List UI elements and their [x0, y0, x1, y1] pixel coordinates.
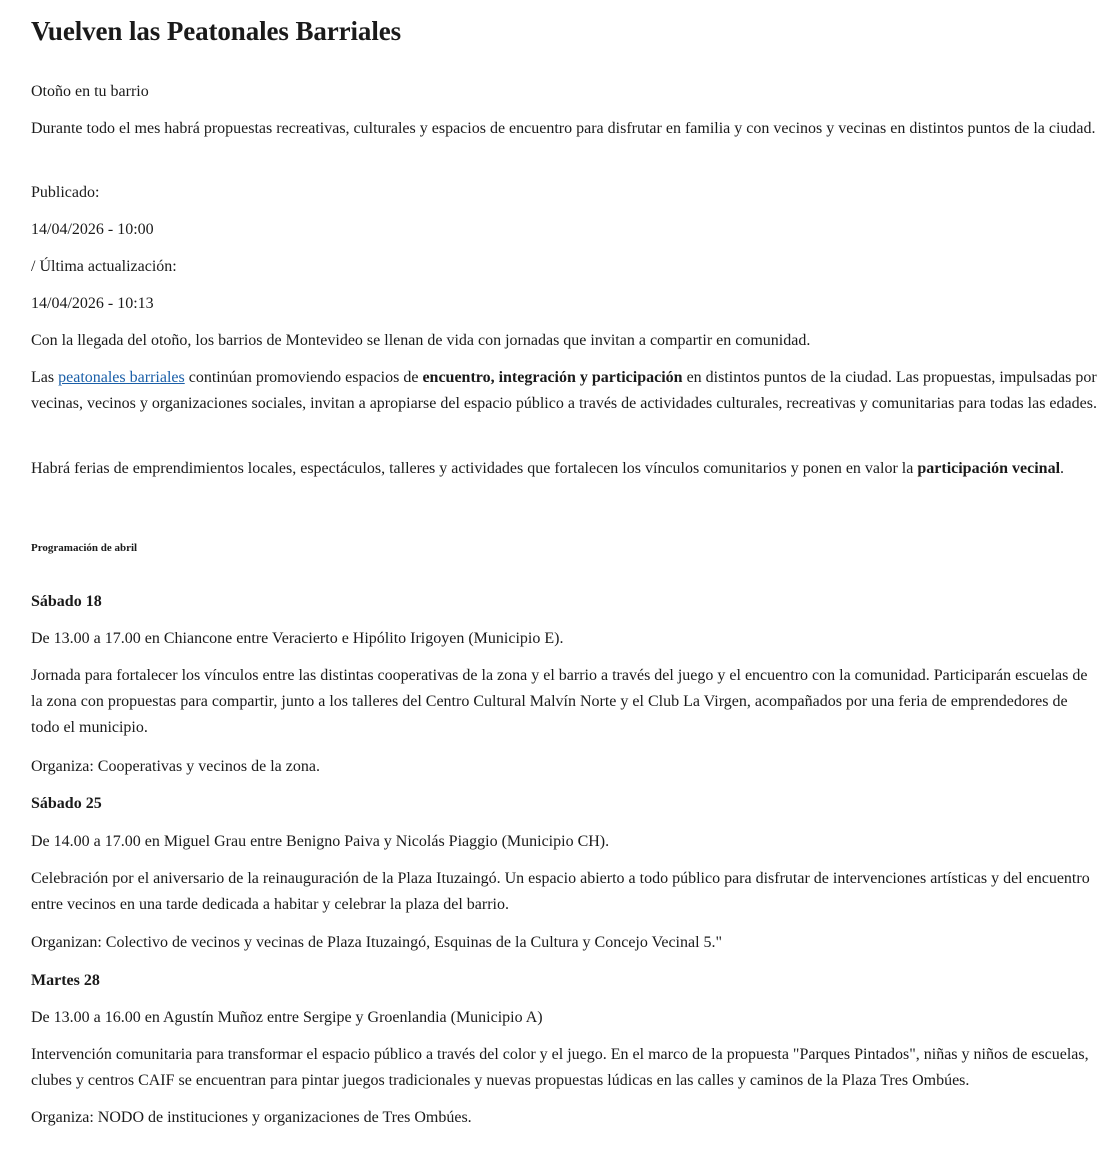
article-kicker: Otoño en tu barrio: [31, 83, 149, 100]
paragraph-peatonales: [31, 365, 1100, 417]
event-day: Sábado 18: [31, 593, 102, 610]
event-organizer: Organiza: NODO de instituciones y organizaciones de Tres Ombúes.: [31, 1109, 472, 1126]
intro-paragraph: Con la llegada del otoño, los barrios de Montevideo se llenan de vida con jornadas que invitan a compartir en comunidad.: [31, 332, 811, 349]
article-summary: Durante todo el mes habrá propuestas recreativas, culturales y espacios de encuentro para disfrutar en familia y con vecinos y vecinas en distintos puntos de la ciudad.: [31, 120, 1096, 137]
event-organizer: Organiza: Cooperativas y vecinos de la zona.: [31, 758, 320, 775]
paragraph-emphasis: encuentro, integración y participación: [422, 369, 683, 386]
published-label: Publicado:: [31, 184, 100, 201]
updated-label: / Última actualización:: [31, 258, 177, 275]
paragraph-emphasis: participación vecinal: [917, 460, 1061, 477]
paragraph-text: .: [1060, 460, 1065, 477]
updated-date: 14/04/2026 - 10:13: [31, 295, 154, 312]
event-time-location: De 13.00 a 16.00 en Agustín Muñoz entre Sergipe y Groenlandia (Municipio A): [31, 1009, 543, 1026]
paragraph-ferias: [31, 456, 1100, 482]
paragraph-text: Habrá ferias de emprendimientos locales, espectáculos, talleres y actividades que fortalecen los vínculos comunitarios y ponen en valor la: [31, 460, 918, 477]
peatonales-barriales-link[interactable]: peatonales barriales: [58, 369, 185, 386]
event-description: Jornada para fortalecer los vínculos entre las distintas cooperativas de la zona y el barrio a través del juego y el encuentro con la comunidad. Participarán escuelas de la zona con propuestas para compartir, junto a los talleres del Centro Cultural Malvín Norte y el Club La Virgen, acompañados por una feria de emprendedores de todo el municipio.: [31, 667, 1088, 736]
article-title: Vuelven las Peatonales Barriales: [31, 16, 402, 46]
published-date: 14/04/2026 - 10:00: [31, 221, 154, 238]
event-time-location: De 14.00 a 17.00 en Miguel Grau entre Benigno Paiva y Nicolás Piaggio (Municipio CH).: [31, 833, 610, 850]
paragraph-text: en distintos puntos de la ciudad. Las propuestas, impulsadas por vecinas, vecinos y organizaciones sociales, invitan a apropiarse del espacio público a través de actividades culturales, recreativas y comunitarias para todas las edades.: [31, 369, 1097, 412]
paragraph-text: Las: [31, 369, 59, 386]
event-description: Intervención comunitaria para transformar el espacio público a través del color y el juego. En el marco de la propuesta "Parques Pintados", niñas y niños de escuelas, clubes y centros CAIF se encuentran para pintar juegos tradicionales y nuevas propuestas lúdicas en las calles y caminos de la Plaza Tres Ombúes.: [31, 1046, 1089, 1089]
event-day: Sábado 25: [31, 795, 102, 812]
event-day: Martes 28: [31, 972, 100, 989]
program-heading: Programación de abril: [31, 542, 138, 554]
event-organizer: Organizan: Colectivo de vecinos y vecinas de Plaza Ituzaingó, Esquinas de la Cultura y Concejo Vecinal 5.": [31, 934, 723, 951]
paragraph-text: continúan promoviendo espacios de: [184, 369, 423, 386]
event-description: Celebración por el aniversario de la reinauguración de la Plaza Ituzaingó. Un espacio abierto a todo público para disfrutar de intervenciones artísticas y del encuentro entre vecinos en una tarde dedicada a habitar y celebrar la plaza del barrio.: [31, 870, 1090, 913]
event-time-location: De 13.00 a 17.00 en Chiancone entre Veracierto e Hipólito Irigoyen (Municipio E).: [31, 630, 564, 647]
